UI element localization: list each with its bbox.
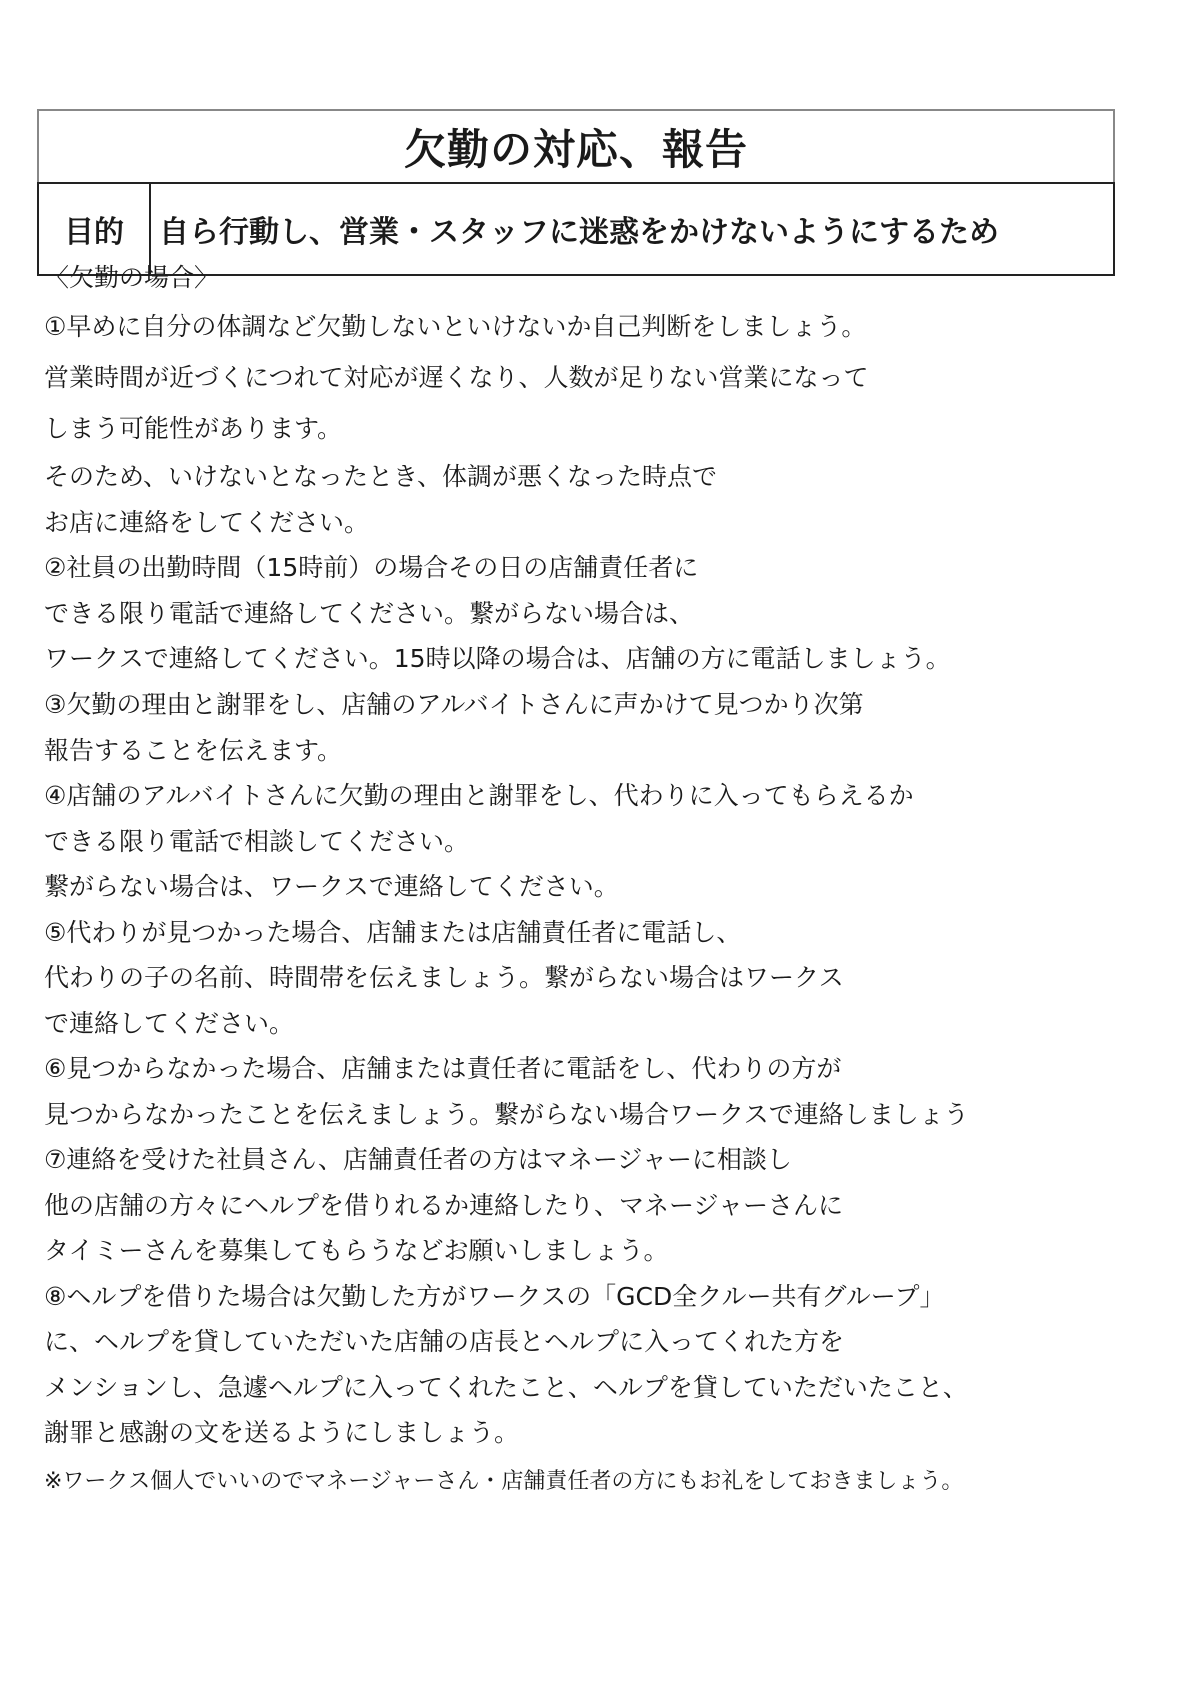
body-line: ④店舗のアルバイトさんに欠勤の理由と謝罪をし、代わりに入ってもらえるか (44, 781, 914, 810)
body-line: タイミーさんを募集してもらうなどお願いしましょう。 (44, 1236, 669, 1265)
body-line: 他の店舗の方々にヘルプを借りれるか連絡したり、マネージャーさんに (44, 1191, 844, 1220)
footnote: ※ワークス個人でいいのでマネージャーさん・店舗責任者の方にもお礼をしておきましょう。 (44, 1469, 964, 1494)
page-title: 欠勤の対応、報告 (38, 110, 1114, 183)
body-line: メンションし、急遽ヘルプに入ってくれたこと、ヘルプを貸していただいたこと、 (44, 1373, 968, 1402)
body-line: ③欠勤の理由と謝罪をし、店舗のアルバイトさんに声かけて見つかり次第 (44, 690, 864, 719)
header-table (37, 109, 1115, 276)
section-heading: 〈欠勤の場合〉 (44, 263, 220, 292)
body-line: ⑤代わりが見つかった場合、店舗または店舗責任者に電話し、 (44, 918, 742, 947)
body-line: 見つからなかったことを伝えましょう。繋がらない場合ワークスで連絡しましょう (44, 1100, 969, 1129)
body-line: 謝罪と感謝の文を送るようにしましょう。 (44, 1418, 520, 1447)
body-line: 営業時間が近づくにつれて対応が遅くなり、人数が足りない営業になって (44, 363, 869, 392)
body-line: 報告することを伝えます。 (44, 736, 343, 765)
body-line: お店に連絡をしてください。 (44, 508, 370, 537)
body-line: そのため、いけないとなったとき、体調が悪くなった時点で (44, 462, 718, 491)
body-line: に、ヘルプを貸していただいた店舗の店長とヘルプに入ってくれた方を (44, 1327, 845, 1356)
body-line: 繋がらない場合は、ワークスで連絡してください。 (44, 872, 619, 901)
body-line: できる限り電話で連絡してください。繋がらない場合は、 (44, 599, 695, 628)
body-line: しまう可能性があります。 (44, 414, 343, 443)
body-line: ⑦連絡を受けた社員さん、店舗責任者の方はマネージャーに相談し (44, 1145, 792, 1174)
purpose-text: 自ら行動し、営業・スタッフに迷惑をかけないようにするため (150, 183, 1114, 275)
body-line: ②社員の出勤時間（15時前）の場合その日の店舗責任者に (44, 553, 699, 582)
body-line: で連絡してください。 (44, 1009, 295, 1038)
body-line: ①早めに自分の体調など欠勤しないといけないか自己判断をしましょう。 (44, 312, 867, 341)
purpose-label: 目的 (38, 183, 150, 275)
body-line: ⑧ヘルプを借りた場合は欠勤した方がワークスの「GCD全クルー共有グループ」 (44, 1282, 945, 1311)
body-line: ⑥見つからなかった場合、店舗または責任者に電話をし、代わりの方が (44, 1054, 842, 1083)
body-line: 代わりの子の名前、時間帯を伝えましょう。繋がらない場合はワークス (44, 963, 844, 992)
body-line: ワークスで連絡してください。15時以降の場合は、店舗の方に電話しましょう。 (44, 644, 951, 673)
document-header (37, 109, 1117, 276)
body-line: できる限り電話で相談してください。 (44, 827, 470, 856)
